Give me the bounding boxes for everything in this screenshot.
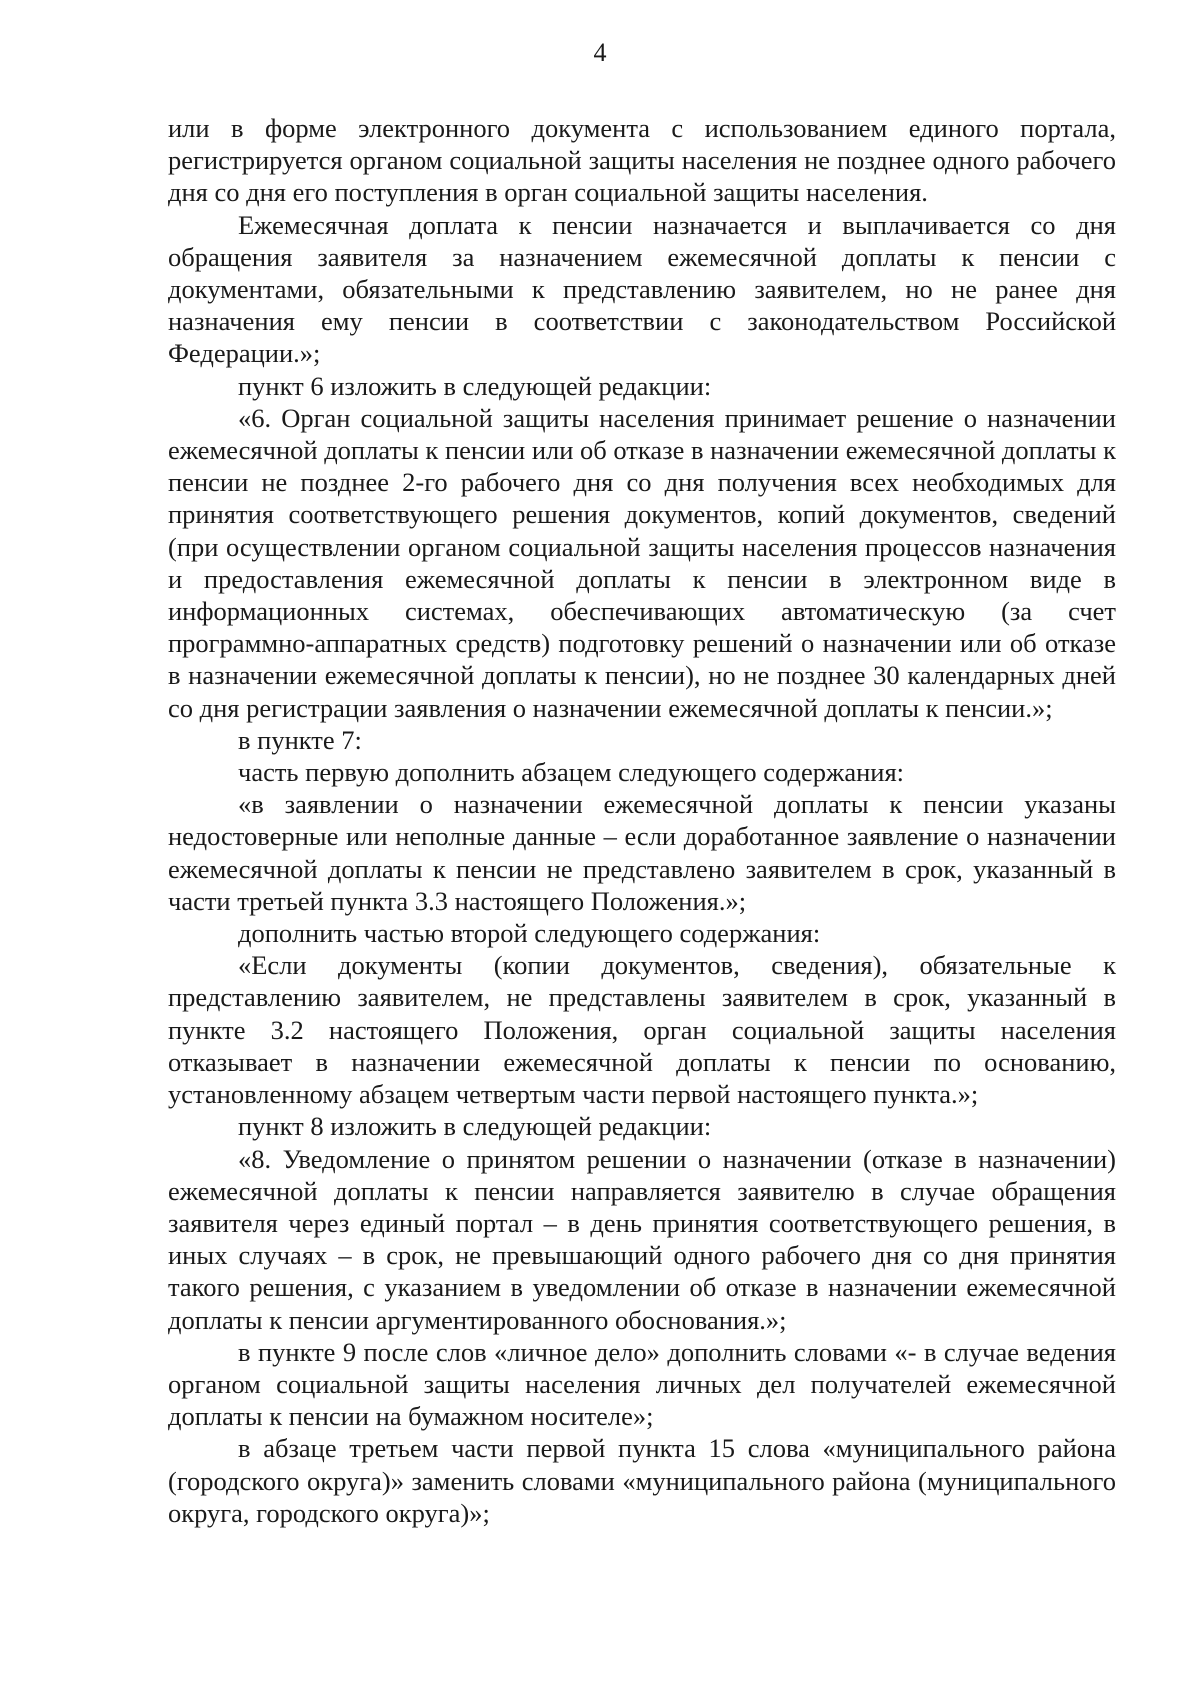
paragraph: «6. Орган социальной защиты населения принимает решение о назначении ежемесячной доплаты к пенсии или об отказе в назначении ежемесячной доплаты к пенсии не позднее 2-го рабочего дня со дня получения всех необходимых для принятия соответствующего решения документов, копий документов, сведений (при осуществлении органом социальной защиты населения процессов назначения и предоставления ежемесячной доплаты к пенсии в электронном виде в информационных системах, обеспечивающих автоматическую (за счет программно-аппаратных средств) подготовку решений о назначении или об отказе в назначении ежемесячной доплаты к пенсии), но не позднее 30 календарных дней со дня регистрации заявления о назначении ежемесячной доплаты к пенсии.»; xyxy=(168,402,1116,723)
paragraph: «в заявлении о назначении ежемесячной доплаты к пенсии указаны недостоверные или неполные данные – если доработанное заявление о назначении ежемесячной доплаты к пенсии не представлено заявителем в срок, указанный в части третьей пункта 3.3 настоящего Положения.»; xyxy=(168,789,1116,916)
paragraph: или в форме электронного документа с использованием единого портала, регистрируется органом социальной защиты населения не позднее одного рабочего дня со дня его поступления в орган социальной защиты населения. xyxy=(168,113,1116,208)
paragraph: в пункте 9 после слов «личное дело» дополнить словами «- в случае ведения органом социальной защиты населения личных дел получателей ежемесячной доплаты к пенсии на бумажном носителе»; xyxy=(168,1336,1116,1432)
paragraph: в пункте 7: xyxy=(238,724,362,755)
paragraph: «8. Уведомление о принятом решении о назначении (отказе в назначении) ежемесячной доплаты к пенсии направляется заявителю в случае обращения заявителя через единый портал – в день принятия соответствующего решения, в иных случаях – в срок, не превышающий одного рабочего дня со дня принятия такого решения, с указанием в уведомлении об отказе в назначении ежемесячной доплаты к пенсии аргументированного обоснования.»; xyxy=(168,1143,1116,1335)
paragraph: Ежемесячная доплата к пенсии назначается и выплачивается со дня обращения заявителя за назначением ежемесячной доплаты к пенсии с документами, обязательными к представлению заявителем, но не ранее дня назначения ему пенсии в соответствии с законодательством Российской Федерации.»; xyxy=(168,209,1116,369)
paragraph: пункт 8 изложить в следующей редакции: xyxy=(238,1111,712,1142)
paragraph: «Если документы (копии документов, сведения), обязательные к представлению заявителем, не представлены заявителем в срок, указанный в пункте 3.2 настоящего Положения, орган социальной защиты населения отказывает в назначении ежемесячной доплаты к пенсии по основанию, установленному абзацем четвертым части первой настоящего пункта.»; xyxy=(168,950,1116,1110)
paragraph: в абзаце третьем части первой пункта 15 слова «муниципального района (городского округа)» заменить словами «муниципального района (муниципального округа, городского округа)»; xyxy=(168,1433,1116,1528)
paragraph: пункт 6 изложить в следующей редакции: xyxy=(238,370,712,401)
page-number: 4 xyxy=(593,38,607,67)
document-body xyxy=(168,112,1116,1529)
paragraph: часть первую дополнить абзацем следующего содержания: xyxy=(238,757,905,788)
paragraph: дополнить частью второй следующего содержания: xyxy=(238,918,821,949)
